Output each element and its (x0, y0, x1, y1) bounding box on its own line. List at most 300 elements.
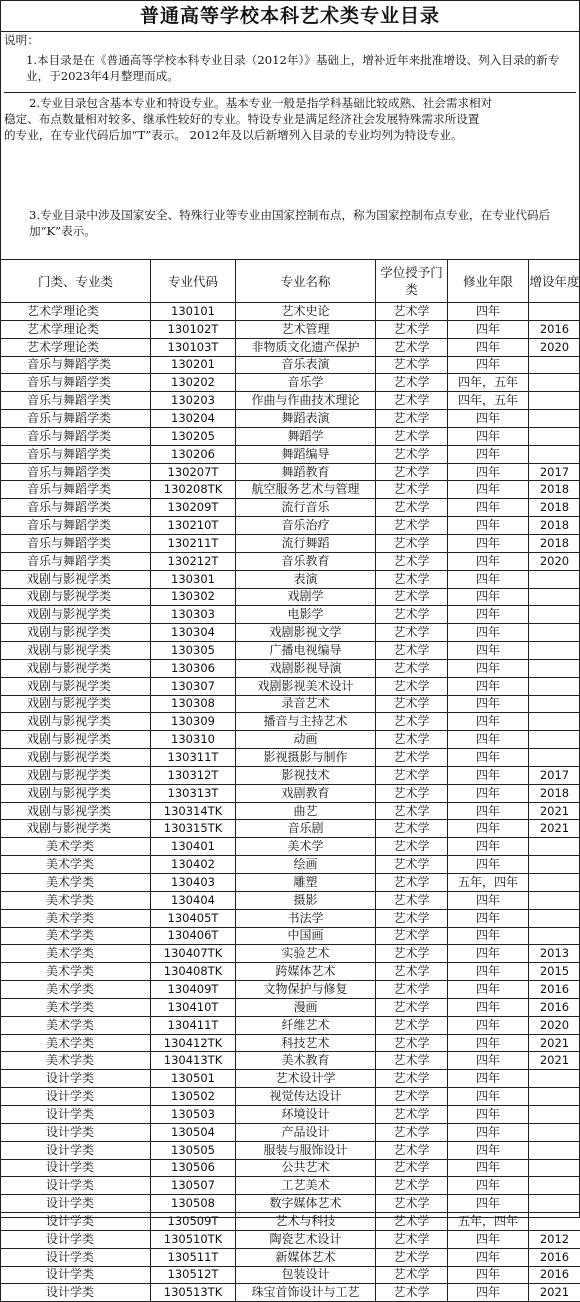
cell-code: 130202 (151, 374, 236, 392)
cell-year (529, 356, 580, 374)
cell-major-name: 科技艺术 (236, 1034, 376, 1052)
table-row (1, 1230, 580, 1248)
cell-duration: 四年 (448, 838, 529, 856)
cell-code: 130412TK (151, 1034, 236, 1052)
cell-degree: 艺术学 (376, 1034, 448, 1052)
cell-year: 2017 (529, 463, 580, 481)
cell-major-name: 摄影 (236, 891, 376, 909)
cell-code: 130201 (151, 356, 236, 374)
cell-category: 音乐与舞蹈学类 (1, 552, 151, 570)
cell-major-name: 电影学 (236, 606, 376, 624)
cell-category: 设计学类 (1, 1123, 151, 1141)
cell-code: 130501 (151, 1070, 236, 1088)
cell-code: 130205 (151, 427, 236, 445)
cell-code: 130505 (151, 1141, 236, 1159)
cell-year: 2018 (529, 517, 580, 535)
cell-degree: 艺术学 (376, 1248, 448, 1266)
cell-degree: 艺术学 (376, 570, 448, 588)
cell-duration: 四年 (448, 642, 529, 660)
cell-major-name: 美术教育 (236, 1052, 376, 1070)
table-row (1, 338, 580, 356)
cell-major-name: 舞蹈表演 (236, 410, 376, 428)
cell-code: 130301 (151, 570, 236, 588)
note-2-line: 的专业，在专业代码后加“T”表示。 2012年及以后新增列入目录的专业均列为特设专业。 (4, 127, 576, 143)
cell-year (529, 1159, 580, 1177)
cell-duration: 四年 (448, 534, 529, 552)
cell-category: 美术学类 (1, 963, 151, 981)
cell-duration: 四年 (448, 856, 529, 874)
cell-duration: 四年 (448, 1284, 529, 1302)
cell-code: 130102T (151, 320, 236, 338)
cell-degree: 艺术学 (376, 374, 448, 392)
cell-duration: 四年，五年 (448, 374, 529, 392)
cell-degree: 艺术学 (376, 731, 448, 749)
cell-category: 音乐与舞蹈学类 (1, 499, 151, 517)
cell-duration: 四年 (448, 998, 529, 1016)
cell-duration: 四年 (448, 695, 529, 713)
table-row (1, 766, 580, 784)
cell-category: 戏剧与影视学类 (1, 749, 151, 767)
cell-category: 设计学类 (1, 1248, 151, 1266)
cell-major-name: 艺术史论 (236, 303, 376, 321)
table-row (1, 1141, 580, 1159)
cell-category: 戏剧与影视学类 (1, 642, 151, 660)
cell-code: 130509T (151, 1213, 236, 1231)
cell-year: 2018 (529, 784, 580, 802)
cell-duration: 四年 (448, 1034, 529, 1052)
cell-duration: 四年 (448, 1088, 529, 1106)
cell-code: 130210T (151, 517, 236, 535)
table-row (1, 1070, 580, 1088)
table-row (1, 517, 580, 535)
cell-year: 2018 (529, 534, 580, 552)
cell-year (529, 445, 580, 463)
table-row (1, 749, 580, 767)
cell-code: 130404 (151, 891, 236, 909)
cell-duration: 四年 (448, 1248, 529, 1266)
cell-major-name: 实验艺术 (236, 945, 376, 963)
cell-category: 戏剧与影视学类 (1, 606, 151, 624)
table-row (1, 1266, 580, 1284)
table-row (1, 1123, 580, 1141)
cell-code: 130211T (151, 534, 236, 552)
cell-duration: 四年 (448, 481, 529, 499)
note-3-line: 3.专业目录中涉及国家安全、特殊行业等专业由国家控制布点，称为国家控制布点专业，在专业代码后加“K”表示。 (4, 207, 576, 239)
cell-degree: 艺术学 (376, 534, 448, 552)
cell-major-name: 书法学 (236, 909, 376, 927)
table-row (1, 463, 580, 481)
cell-major-name: 音乐表演 (236, 356, 376, 374)
note-2-line: 2.专业目录包含基本专业和特设专业。基本专业一般是指学科基础比较成熟、社会需求相对 (4, 95, 576, 111)
cell-year (529, 659, 580, 677)
cell-duration: 四年 (448, 463, 529, 481)
cell-category: 戏剧与影视学类 (1, 570, 151, 588)
cell-major-name: 绘画 (236, 856, 376, 874)
table-row (1, 392, 580, 410)
header-year: 增设年度 (529, 260, 580, 303)
header-name: 专业名称 (236, 260, 376, 303)
table-row (1, 963, 580, 981)
note-1: 1.本目录是在《普通高等学校本科专业目录（2012年）》基础上，增补近年来批准增设、列入目录的新专业，于2023年4月整理而成。 (4, 48, 576, 93)
cell-degree: 艺术学 (376, 802, 448, 820)
header-degree: 学位授予门类 (376, 260, 448, 303)
cell-category: 戏剧与影视学类 (1, 731, 151, 749)
cell-code: 130511T (151, 1248, 236, 1266)
cell-code: 130310 (151, 731, 236, 749)
cell-category: 美术学类 (1, 1052, 151, 1070)
cell-major-name: 作曲与作曲技术理论 (236, 392, 376, 410)
cell-year (529, 677, 580, 695)
cell-year (529, 891, 580, 909)
cell-degree: 艺术学 (376, 695, 448, 713)
cell-major-name: 表演 (236, 570, 376, 588)
cell-degree: 艺术学 (376, 410, 448, 428)
cell-major-name: 公共艺术 (236, 1159, 376, 1177)
cell-category: 设计学类 (1, 1266, 151, 1284)
cell-year (529, 1105, 580, 1123)
table-row (1, 410, 580, 428)
cell-degree: 艺术学 (376, 1230, 448, 1248)
cell-category: 音乐与舞蹈学类 (1, 427, 151, 445)
cell-duration: 四年 (448, 445, 529, 463)
table-row (1, 659, 580, 677)
cell-major-name: 雕塑 (236, 874, 376, 892)
cell-category: 艺术学理论类 (1, 320, 151, 338)
cell-category: 设计学类 (1, 1105, 151, 1123)
cell-year (529, 1088, 580, 1106)
cell-degree: 艺术学 (376, 838, 448, 856)
cell-category: 音乐与舞蹈学类 (1, 392, 151, 410)
cell-category: 戏剧与影视学类 (1, 677, 151, 695)
cell-duration: 四年 (448, 570, 529, 588)
cell-duration: 四年 (448, 1230, 529, 1248)
cell-code: 130308 (151, 695, 236, 713)
cell-duration: 四年 (448, 945, 529, 963)
cell-degree: 艺术学 (376, 1159, 448, 1177)
cell-year: 2016 (529, 320, 580, 338)
cell-year (529, 1195, 580, 1213)
cell-duration: 四年 (448, 784, 529, 802)
cell-category: 设计学类 (1, 1159, 151, 1177)
cell-degree: 艺术学 (376, 784, 448, 802)
cell-major-name: 播音与主持艺术 (236, 713, 376, 731)
header-duration: 修业年限 (448, 260, 529, 303)
cell-major-name: 录音艺术 (236, 695, 376, 713)
cell-major-name: 新媒体艺术 (236, 1248, 376, 1266)
cell-category: 音乐与舞蹈学类 (1, 517, 151, 535)
cell-year (529, 303, 580, 321)
cell-category: 艺术学理论类 (1, 338, 151, 356)
cell-duration: 四年 (448, 624, 529, 642)
cell-degree: 艺术学 (376, 909, 448, 927)
cell-category: 戏剧与影视学类 (1, 820, 151, 838)
cell-duration: 四年 (448, 1123, 529, 1141)
cell-code: 130406T (151, 927, 236, 945)
cell-code: 130302 (151, 588, 236, 606)
cell-degree: 艺术学 (376, 1070, 448, 1088)
cell-duration: 四年 (448, 588, 529, 606)
cell-code: 130512T (151, 1266, 236, 1284)
cell-major-name: 音乐治疗 (236, 517, 376, 535)
cell-duration: 四年 (448, 303, 529, 321)
cell-category: 美术学类 (1, 927, 151, 945)
cell-category: 设计学类 (1, 1141, 151, 1159)
cell-major-name: 艺术设计学 (236, 1070, 376, 1088)
cell-year: 2018 (529, 481, 580, 499)
cell-major-name: 音乐学 (236, 374, 376, 392)
cell-code: 130410T (151, 998, 236, 1016)
table-row (1, 802, 580, 820)
cell-category: 音乐与舞蹈学类 (1, 534, 151, 552)
table-body (1, 303, 580, 1302)
cell-code: 130307 (151, 677, 236, 695)
cell-year: 2016 (529, 998, 580, 1016)
cell-major-name: 影视摄影与制作 (236, 749, 376, 767)
table-row (1, 874, 580, 892)
cell-degree: 艺术学 (376, 945, 448, 963)
cell-year (529, 695, 580, 713)
cell-code: 130101 (151, 303, 236, 321)
cell-code: 130305 (151, 642, 236, 660)
cell-year (529, 749, 580, 767)
cell-category: 音乐与舞蹈学类 (1, 356, 151, 374)
table-row (1, 909, 580, 927)
cell-duration: 四年 (448, 606, 529, 624)
cell-year (529, 838, 580, 856)
cell-category: 戏剧与影视学类 (1, 766, 151, 784)
cell-category: 美术学类 (1, 981, 151, 999)
cell-duration: 四年 (448, 891, 529, 909)
cell-code: 130513TK (151, 1284, 236, 1302)
cell-category: 美术学类 (1, 838, 151, 856)
cell-major-name: 中国画 (236, 927, 376, 945)
table-row (1, 1088, 580, 1106)
table-row (1, 320, 580, 338)
table-row (1, 303, 580, 321)
cell-degree: 艺术学 (376, 981, 448, 999)
cell-year: 2021 (529, 820, 580, 838)
cell-year: 2015 (529, 963, 580, 981)
cell-category: 设计学类 (1, 1195, 151, 1213)
cell-duration: 四年 (448, 731, 529, 749)
cell-degree: 艺术学 (376, 338, 448, 356)
cell-major-name: 舞蹈编导 (236, 445, 376, 463)
cell-major-name: 产品设计 (236, 1123, 376, 1141)
cell-duration: 四年，五年 (448, 392, 529, 410)
cell-degree: 艺术学 (376, 1284, 448, 1302)
cell-code: 130408TK (151, 963, 236, 981)
cell-major-name: 数字媒体艺术 (236, 1195, 376, 1213)
cell-year: 2018 (529, 499, 580, 517)
cell-code: 130306 (151, 659, 236, 677)
cell-degree: 艺术学 (376, 713, 448, 731)
cell-year: 2016 (529, 1266, 580, 1284)
cell-major-name: 跨媒体艺术 (236, 963, 376, 981)
cell-year: 2020 (529, 338, 580, 356)
cell-degree: 艺术学 (376, 1195, 448, 1213)
cell-duration: 四年 (448, 1016, 529, 1034)
cell-major-name: 流行舞蹈 (236, 534, 376, 552)
cell-category: 戏剧与影视学类 (1, 713, 151, 731)
table-row (1, 677, 580, 695)
cell-degree: 艺术学 (376, 891, 448, 909)
cell-code: 130315TK (151, 820, 236, 838)
table-row (1, 838, 580, 856)
document-title: 普通高等学校本科艺术类专业目录 (1, 1, 579, 32)
major-catalog-table (0, 259, 580, 1302)
cell-duration: 四年 (448, 552, 529, 570)
table-row (1, 731, 580, 749)
cell-code: 130403 (151, 874, 236, 892)
cell-major-name: 舞蹈教育 (236, 463, 376, 481)
cell-major-name: 戏剧影视美术设计 (236, 677, 376, 695)
cell-code: 130204 (151, 410, 236, 428)
cell-code: 130206 (151, 445, 236, 463)
cell-major-name: 服装与服饰设计 (236, 1141, 376, 1159)
table-row (1, 784, 580, 802)
cell-degree: 艺术学 (376, 1052, 448, 1070)
table-row (1, 374, 580, 392)
cell-category: 戏剧与影视学类 (1, 784, 151, 802)
cell-year (529, 713, 580, 731)
cell-major-name: 舞蹈学 (236, 427, 376, 445)
table-row (1, 356, 580, 374)
cell-degree: 艺术学 (376, 1213, 448, 1231)
table-row (1, 981, 580, 999)
table-row (1, 1105, 580, 1123)
cell-major-name: 戏剧影视导演 (236, 659, 376, 677)
cell-code: 130208TK (151, 481, 236, 499)
cell-duration: 四年 (448, 909, 529, 927)
cell-code: 130311T (151, 749, 236, 767)
cell-category: 设计学类 (1, 1230, 151, 1248)
cell-degree: 艺术学 (376, 874, 448, 892)
cell-year (529, 374, 580, 392)
cell-year (529, 606, 580, 624)
cell-year: 2021 (529, 1052, 580, 1070)
cell-code: 130303 (151, 606, 236, 624)
cell-major-name: 航空服务艺术与管理 (236, 481, 376, 499)
cell-year (529, 624, 580, 642)
cell-year (529, 570, 580, 588)
cell-code: 130507 (151, 1177, 236, 1195)
cell-major-name: 艺术与科技 (236, 1213, 376, 1231)
cell-code: 130103T (151, 338, 236, 356)
cell-major-name: 环境设计 (236, 1105, 376, 1123)
cell-category: 戏剧与影视学类 (1, 695, 151, 713)
cell-major-name: 戏剧影视文学 (236, 624, 376, 642)
cell-degree: 艺术学 (376, 463, 448, 481)
table-row (1, 534, 580, 552)
cell-major-name: 非物质文化遗产保护 (236, 338, 376, 356)
table-row (1, 445, 580, 463)
cell-code: 130510TK (151, 1230, 236, 1248)
cell-year: 2013 (529, 945, 580, 963)
cell-major-name: 包装设计 (236, 1266, 376, 1284)
cell-duration: 四年 (448, 749, 529, 767)
cell-year (529, 1177, 580, 1195)
cell-category: 艺术学理论类 (1, 303, 151, 321)
cell-degree: 艺术学 (376, 659, 448, 677)
cell-degree: 艺术学 (376, 303, 448, 321)
cell-duration: 四年 (448, 1070, 529, 1088)
cell-major-name: 广播电视编导 (236, 642, 376, 660)
cell-degree: 艺术学 (376, 356, 448, 374)
cell-category: 音乐与舞蹈学类 (1, 463, 151, 481)
cell-code: 130407TK (151, 945, 236, 963)
table-row (1, 1159, 580, 1177)
cell-degree: 艺术学 (376, 749, 448, 767)
cell-duration: 四年 (448, 1052, 529, 1070)
cell-code: 130504 (151, 1123, 236, 1141)
table-row (1, 588, 580, 606)
cell-major-name: 文物保护与修复 (236, 981, 376, 999)
cell-degree: 艺术学 (376, 927, 448, 945)
cell-category: 美术学类 (1, 998, 151, 1016)
cell-year (529, 1070, 580, 1088)
cell-degree: 艺术学 (376, 427, 448, 445)
cell-code: 130503 (151, 1105, 236, 1123)
cell-degree: 艺术学 (376, 642, 448, 660)
table-row (1, 1284, 580, 1302)
table-row (1, 713, 580, 731)
table-row (1, 695, 580, 713)
cell-degree: 艺术学 (376, 1177, 448, 1195)
table-row (1, 1195, 580, 1213)
table-row (1, 570, 580, 588)
cell-code: 130411T (151, 1016, 236, 1034)
table-row (1, 998, 580, 1016)
cell-code: 130312T (151, 766, 236, 784)
cell-degree: 艺术学 (376, 392, 448, 410)
cell-degree: 艺术学 (376, 820, 448, 838)
table-row (1, 1034, 580, 1052)
table-row (1, 820, 580, 838)
cell-duration: 四年 (448, 820, 529, 838)
table-row (1, 891, 580, 909)
cell-degree: 艺术学 (376, 998, 448, 1016)
cell-code: 130212T (151, 552, 236, 570)
cell-duration: 四年 (448, 1177, 529, 1195)
cell-duration: 四年 (448, 356, 529, 374)
cell-major-name: 戏剧学 (236, 588, 376, 606)
table-header-row (1, 260, 580, 303)
table-row (1, 945, 580, 963)
cell-category: 设计学类 (1, 1088, 151, 1106)
cell-code: 130209T (151, 499, 236, 517)
cell-duration: 四年 (448, 963, 529, 981)
header-category: 门类、专业类 (1, 260, 151, 303)
table-row (1, 499, 580, 517)
cell-duration: 四年 (448, 659, 529, 677)
table-row (1, 481, 580, 499)
cell-year (529, 927, 580, 945)
cell-year (529, 856, 580, 874)
cell-category: 美术学类 (1, 909, 151, 927)
table-row (1, 1213, 580, 1231)
cell-major-name: 音乐教育 (236, 552, 376, 570)
cell-category: 音乐与舞蹈学类 (1, 374, 151, 392)
cell-year (529, 1141, 580, 1159)
cell-year (529, 1123, 580, 1141)
cell-code: 130314TK (151, 802, 236, 820)
note-3 (4, 203, 576, 239)
cell-year: 2017 (529, 766, 580, 784)
cell-code: 130207T (151, 463, 236, 481)
cell-category: 音乐与舞蹈学类 (1, 481, 151, 499)
cell-code: 130413TK (151, 1052, 236, 1070)
table-row (1, 427, 580, 445)
